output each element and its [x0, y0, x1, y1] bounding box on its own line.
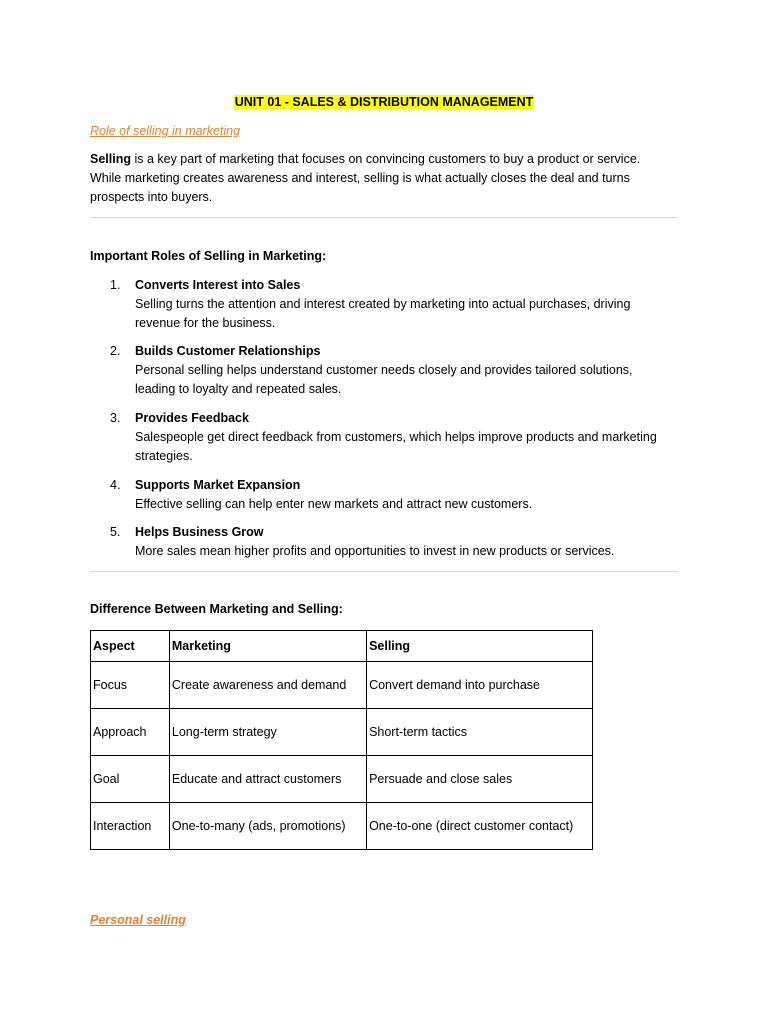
section-heading-personal-selling: [90, 911, 680, 930]
table-row: [91, 709, 593, 756]
list-item-line: Effective selling can help enter new markets and attract new customers.: [135, 497, 533, 511]
list-item-title: Supports Market Expansion: [135, 478, 301, 492]
table-cell: Persuade and close sales: [367, 756, 593, 803]
list-item-body: [135, 476, 680, 514]
list-item-title: Helps Business Grow: [135, 525, 264, 539]
table-cell: Short-term tactics: [367, 709, 593, 756]
list-item-body: [135, 276, 680, 333]
intro-line-2: While marketing creates awareness and interest, selling is what actually closes the deal and turns: [90, 171, 630, 185]
intro-line-3: prospects into buyers.: [90, 190, 213, 204]
list-item-title: Builds Customer Relationships: [135, 344, 321, 358]
page-title: UNIT 01 - SALES & DISTRIBUTION MANAGEMENT: [234, 95, 534, 109]
list-item-line: Salespeople get direct feedback from customers, which helps improve products and marketing: [135, 430, 657, 444]
table-header-cell: Marketing: [169, 631, 366, 662]
list-item-line: More sales mean higher profits and opportunities to invest in new products or services.: [135, 544, 615, 558]
table-cell: Long-term strategy: [169, 709, 366, 756]
table-cell: Educate and attract customers: [169, 756, 366, 803]
list-item-number: 4.: [110, 478, 121, 492]
list-item-line: Selling turns the attention and interest created by marketing into actual purchases, driving: [135, 297, 631, 311]
table-cell: Focus: [91, 662, 170, 709]
intro-line-1-text: is a key part of marketing that focuses on convincing customers to buy a product or service.: [130, 152, 641, 166]
list-item-number: 3.: [110, 411, 121, 425]
list-item-line: revenue for the business.: [135, 316, 276, 330]
section-heading-role: [90, 122, 680, 141]
title-container: [0, 93, 768, 112]
list-item-body: [135, 342, 680, 399]
list-item-number: 2.: [110, 344, 121, 358]
list-item-number: 1.: [110, 278, 121, 292]
intro-line-1: [90, 150, 680, 169]
list-item-body: [135, 523, 680, 561]
difference-heading: Difference Between Marketing and Selling:: [90, 602, 343, 616]
list-item-number: 5.: [110, 525, 121, 539]
table-row: [91, 756, 593, 803]
intro-paragraph: [90, 150, 680, 207]
table-cell: One-to-one (direct customer contact): [367, 803, 593, 850]
list-item: [110, 476, 680, 511]
table-header-row: [91, 631, 593, 662]
divider-2: [90, 571, 678, 572]
list-item-line: Personal selling helps understand customer needs closely and provides tailored solutions,: [135, 363, 633, 377]
list-item-body: [135, 409, 680, 466]
list-item: [110, 276, 680, 330]
roles-heading: Important Roles of Selling in Marketing:: [90, 249, 327, 263]
table-row: [91, 662, 593, 709]
list-item: [110, 342, 680, 396]
list-item: [110, 523, 680, 558]
table-header-cell: Aspect: [91, 631, 170, 662]
intro-bold-term: Selling: [90, 152, 131, 166]
table-header-cell: Selling: [367, 631, 593, 662]
list-item: [110, 409, 680, 463]
divider-1: [90, 217, 678, 218]
comparison-table: [90, 630, 593, 850]
section-heading-role-text: Role of selling in marketing: [90, 124, 241, 138]
table-cell: Goal: [91, 756, 170, 803]
list-item-line: leading to loyalty and repeated sales.: [135, 382, 342, 396]
section-heading-personal-selling-text: Personal selling: [90, 913, 186, 927]
table-cell: Convert demand into purchase: [367, 662, 593, 709]
list-item-title: Provides Feedback: [135, 411, 249, 425]
table-cell: Approach: [91, 709, 170, 756]
table-cell: Create awareness and demand: [169, 662, 366, 709]
table-row: [91, 803, 593, 850]
list-item-line: strategies.: [135, 449, 193, 463]
table-cell: One-to-many (ads, promotions): [169, 803, 366, 850]
table-cell: Interaction: [91, 803, 170, 850]
list-item-title: Converts Interest into Sales: [135, 278, 301, 292]
